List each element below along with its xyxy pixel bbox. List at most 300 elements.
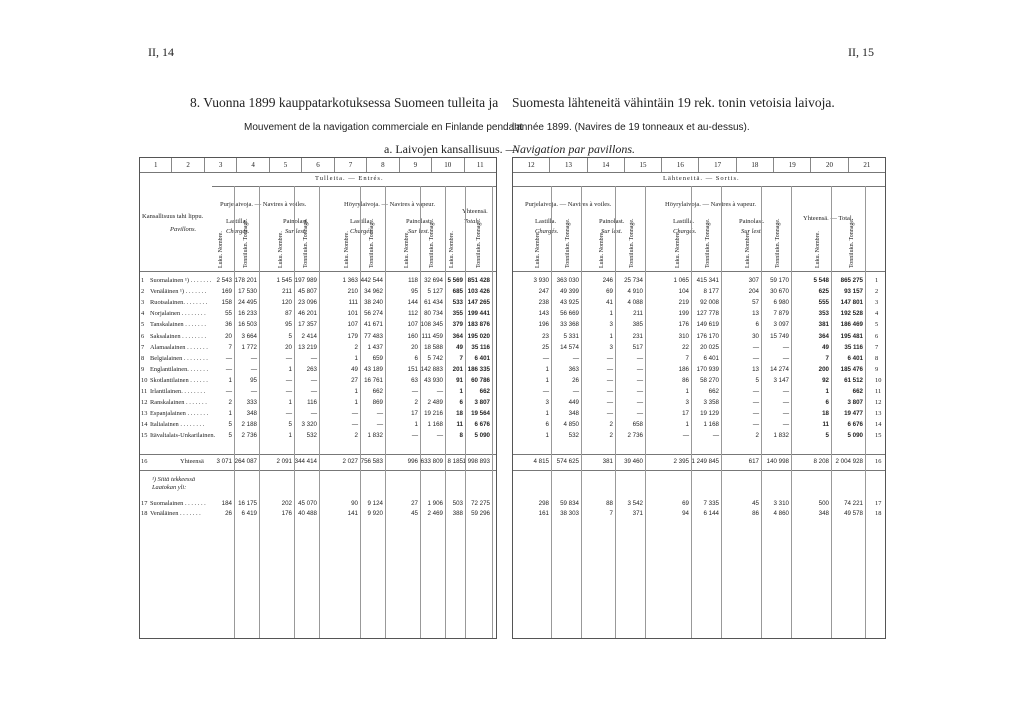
table-cell: 72 275 [471, 499, 490, 507]
table-cell: 86 [752, 510, 759, 517]
table-cell: — [310, 376, 317, 384]
total-rule-bottom [513, 470, 885, 471]
table-cell: 2 469 [427, 510, 443, 517]
right-colnum-15: 15 [625, 158, 662, 172]
table-cell: — [752, 354, 759, 362]
page-number-left: II, 14 [148, 45, 174, 59]
row-number: 4 [141, 310, 145, 318]
table-cell: 1 906 [427, 499, 443, 507]
table-cell: 310 [678, 332, 689, 340]
table-cell: 20 [411, 343, 418, 351]
right-colnum-12: 12 [513, 158, 550, 172]
table-cell: — [285, 388, 292, 395]
table-cell: 1 168 [427, 421, 443, 429]
table-cell: 95 [411, 288, 418, 296]
table-cell: 3 358 [703, 399, 719, 407]
flag-name: Tanskalainen . . . . . . . [150, 321, 206, 329]
table-cell: 20 [285, 343, 292, 351]
table-cell: 45 [752, 499, 759, 507]
table-cell: — [376, 410, 383, 418]
table-cell: — [782, 354, 789, 362]
total-cell: 39 460 [624, 457, 643, 465]
right-colnum-16: 16 [662, 158, 699, 172]
right-table [512, 157, 886, 639]
left-total-header: Yhteensä. [462, 208, 488, 215]
total-rule [513, 454, 885, 455]
table-cell: — [250, 354, 257, 362]
right-sail-header: Purjelaivoja. — Navires à voiles. [525, 201, 612, 208]
flag-header: Kansallisuus tahi lippu. [142, 213, 204, 220]
right-loaded-sail-fr: Chargés. [535, 228, 559, 235]
table-cell: 6 [755, 321, 759, 329]
total-cell: 344 414 [294, 457, 317, 465]
left-ballast-sail-fr: Sur lest. [285, 228, 307, 235]
right-colnum-20: 20 [811, 158, 848, 172]
table-cell: 4 860 [773, 510, 789, 517]
table-cell: 415 341 [696, 277, 719, 284]
row-number: 18 [875, 510, 882, 517]
table-cell: 19 129 [700, 410, 719, 418]
table-cell: 49 399 [560, 288, 579, 296]
table-cell: 2 [228, 399, 232, 407]
table-cell: 1 [609, 332, 613, 340]
table-cell: — [636, 388, 643, 395]
table-cell: 34 962 [364, 288, 383, 296]
table-cell: 211 [282, 288, 292, 296]
left-loaded-steam-fr: Chargés. [350, 228, 374, 235]
table-cell: 6 980 [773, 299, 789, 307]
table-cell: 192 528 [840, 310, 863, 318]
left-colnum-10: 10 [432, 158, 464, 172]
table-cell: 13 [752, 310, 759, 318]
table-cell: 17 357 [298, 321, 317, 329]
table-cell: 1 437 [367, 343, 383, 351]
row-number: 15 [875, 432, 882, 440]
table-cell: 5 [228, 421, 232, 429]
table-cell: 107 [347, 321, 358, 329]
row-number: 2 [875, 288, 879, 296]
table-cell: 4 088 [627, 299, 643, 307]
table-cell: 40 488 [298, 510, 317, 517]
table-cell: 95 [250, 376, 257, 384]
table-cell: 2 [609, 421, 613, 429]
left-total-header-fr: Total. [464, 218, 479, 225]
table-cell: 7 879 [773, 310, 789, 318]
left-colnum-2: 2 [172, 158, 204, 172]
total-cell: 1 249 845 [691, 457, 719, 465]
table-cell: 147 801 [840, 299, 863, 307]
footnote: ¹) Siitä tekkeessä Laatokan yli: [152, 475, 196, 491]
table-cell: 231 [632, 332, 643, 340]
table-cell: — [310, 388, 317, 395]
table-cell: 43 189 [364, 365, 383, 373]
table-cell: — [636, 399, 643, 407]
table-cell: 348 [818, 510, 829, 517]
table-cell: 1 [414, 421, 418, 429]
table-cell: 27 [411, 499, 418, 507]
left-sail-header: Purjelaivoja. — Navires à voiles. [220, 201, 307, 208]
row-number: 17 [875, 499, 882, 507]
table-cell: 381 [818, 321, 829, 329]
table-cell: 3 310 [773, 499, 789, 507]
table-cell: 219 [678, 299, 689, 307]
table-cell: 20 025 [700, 343, 719, 351]
table-cell: 5 [288, 421, 292, 429]
right-count-header: Luku. Nombre. [535, 231, 541, 268]
table-cell: 18 [822, 410, 829, 418]
table-cell: 107 [407, 321, 418, 329]
flag-name: Espanjalainen . . . . . . . [150, 410, 209, 418]
table-cell: 45 070 [298, 499, 317, 507]
table-cell: 91 [456, 376, 463, 384]
table-cell: 59 834 [560, 499, 579, 507]
right-count-header: Luku. Nombre. [675, 231, 681, 268]
table-cell: 2 489 [427, 399, 443, 407]
table-cell: 90 [351, 499, 358, 507]
row-number: 5 [141, 321, 145, 329]
table-cell: 9 124 [367, 499, 383, 507]
column-rule [581, 186, 582, 638]
table-cell: 1 [228, 376, 232, 384]
table-cell: — [782, 388, 789, 395]
right-colnum-21: 21 [863, 161, 871, 169]
column-rule [551, 186, 552, 638]
table-cell: 55 [225, 310, 232, 318]
table-cell: 1 [685, 388, 689, 395]
left-colnum-7: 7 [335, 158, 367, 172]
table-cell: 3 320 [301, 421, 317, 429]
table-cell: 503 [452, 499, 463, 507]
left-tons-header: Tonnilukn. Tonnage. [303, 218, 309, 268]
table-cell: 364 [452, 332, 463, 340]
table-cell: — [682, 432, 689, 440]
table-cell: 23 [542, 332, 549, 340]
right-tons-header: Tonnilukn. Tonnage. [705, 218, 711, 268]
table-cell: 353 [818, 310, 829, 318]
table-cell: — [782, 399, 789, 407]
row-number: 14 [875, 421, 882, 429]
subtitle-left: Mouvement de la navigation commerciale en Finlande pendant [244, 122, 523, 133]
table-cell: 59 170 [770, 277, 789, 284]
table-cell: 144 [407, 299, 418, 307]
column-rule [465, 186, 466, 638]
table-cell: 17 530 [238, 288, 257, 296]
table-cell: 179 [347, 332, 358, 340]
table-cell: — [376, 421, 383, 429]
table-cell: — [752, 410, 759, 418]
total-cell: 381 [602, 457, 613, 465]
table-cell: — [572, 388, 579, 395]
table-cell: 6 676 [474, 421, 490, 429]
right-column-numbers [513, 158, 885, 173]
left-tons-header: Tonnilukn. Tonnage. [476, 218, 482, 268]
table-cell: 18 588 [424, 343, 443, 351]
total-cell: 8 185 [447, 457, 463, 465]
table-cell: — [411, 432, 418, 440]
right-colnum-19: 19 [774, 158, 811, 172]
table-cell: 41 671 [364, 321, 383, 329]
total-cell: 3 071 [216, 457, 232, 465]
table-cell: 5 090 [847, 432, 863, 440]
right-loaded-steam: Lastilla. [673, 218, 695, 225]
row-number: 16 [875, 457, 882, 465]
table-cell: — [351, 421, 358, 429]
table-cell: 355 [452, 310, 463, 318]
total-label: Yhteensä [180, 457, 204, 465]
table-cell: 869 [372, 399, 383, 407]
left-loaded-sail-fr: Chargés. [226, 228, 250, 235]
table-cell: 38 303 [560, 510, 579, 517]
column-rule [645, 186, 646, 638]
table-cell: 80 734 [424, 310, 443, 318]
table-cell: 61 512 [844, 376, 863, 384]
table-cell: 69 [606, 288, 613, 296]
table-cell: 2 [609, 432, 613, 440]
table-cell: 1 065 [673, 277, 689, 284]
total-cell: 633 809 [420, 457, 443, 465]
table-cell: — [606, 354, 613, 362]
table-cell: — [782, 343, 789, 351]
table-cell: — [436, 432, 443, 440]
table-cell: 3 807 [847, 399, 863, 407]
table-cell: 364 [818, 332, 829, 340]
table-cell: 176 [678, 321, 689, 329]
table-cell: — [636, 365, 643, 373]
table-cell: 60 786 [471, 376, 490, 384]
table-cell: 25 [542, 343, 549, 351]
table-cell: 6 401 [474, 354, 490, 362]
table-cell: 5 [825, 432, 829, 440]
table-cell: 200 [818, 365, 829, 373]
left-colnum-6: 6 [302, 158, 334, 172]
right-colnum-13: 13 [550, 158, 587, 172]
left-loaded-steam: Lastilla. [350, 218, 372, 225]
table-cell: 19 477 [844, 410, 863, 418]
table-cell: 176 170 [696, 332, 719, 340]
table-cell: 5 569 [447, 277, 463, 284]
table-cell: 3 [609, 343, 613, 351]
table-cell: 662 [708, 388, 719, 395]
table-cell: 142 883 [420, 365, 443, 373]
table-cell: — [606, 410, 613, 418]
table-cell: 1 [228, 410, 232, 418]
table-cell: 2 736 [627, 432, 643, 440]
table-cell: 63 [411, 376, 418, 384]
table-cell: — [285, 354, 292, 362]
table-cell: 202 [281, 499, 292, 507]
table-cell: 662 [479, 388, 490, 395]
table-cell: 2 736 [241, 432, 257, 440]
right-count-header: Luku. Nombre. [599, 231, 605, 268]
table-cell: 379 [452, 321, 463, 329]
left-count-header: Luku. Nombre. [449, 231, 455, 268]
table-cell: 169 [221, 288, 232, 296]
table-cell: 2 [414, 399, 418, 407]
column-rule [831, 186, 832, 638]
table-cell: 3 [685, 399, 689, 407]
right-ballast-sail: Painolast. [599, 218, 625, 225]
table-cell: 151 [407, 365, 418, 373]
table-cell: 45 807 [298, 288, 317, 296]
table-cell: 533 [452, 299, 463, 307]
total-cell: 1 998 893 [462, 457, 490, 465]
table-cell: 6 [459, 399, 463, 407]
table-cell: 24 495 [238, 299, 257, 307]
row-number: 7 [141, 343, 145, 351]
table-cell: 14 574 [560, 343, 579, 351]
right-loaded-steam-fr: Chargés. [673, 228, 697, 235]
table-cell: 30 [752, 332, 759, 340]
table-cell: 442 544 [360, 277, 383, 284]
table-cell: 7 [609, 510, 613, 517]
table-cell: 1 [354, 388, 358, 395]
table-cell: — [542, 354, 549, 362]
table-cell: 197 989 [294, 277, 317, 284]
table-cell: 1 363 [342, 277, 358, 284]
table-cell: 6 [414, 354, 418, 362]
table-cell: 5 [288, 332, 292, 340]
row-number: 2 [141, 288, 145, 296]
table-cell: 108 345 [420, 321, 443, 329]
right-tons-header: Tonnilukn. Tonnage. [629, 218, 635, 268]
right-ballast-steam-fr: Sur lest. [741, 228, 763, 235]
right-colnum-18: 18 [737, 158, 774, 172]
left-count-header: Luku. Nombre. [404, 231, 410, 268]
table-cell: 111 [348, 299, 358, 307]
column-rule [761, 186, 762, 638]
table-cell: 16 503 [238, 321, 257, 329]
table-cell: — [310, 410, 317, 418]
table-cell: 94 [682, 510, 689, 517]
table-cell: 333 [246, 399, 257, 407]
flag-name: Italialainen . . . . . . . . [150, 421, 205, 429]
left-colnum-3: 3 [205, 158, 237, 172]
column-rule [294, 186, 295, 638]
total-cell: 140 998 [766, 457, 789, 465]
right-count-header: Luku. Nombre. [815, 231, 821, 268]
table-cell: 2 414 [301, 332, 317, 340]
table-cell: 101 [347, 310, 358, 318]
title-right: Suomesta lähteneitä vähintäin 19 rek. tonin vetoisia laivoja. [512, 95, 835, 110]
table-cell: 185 476 [840, 365, 863, 373]
table-cell: 1 [545, 365, 549, 373]
left-tons-header: Tonnilukn. Tonnage. [369, 218, 375, 268]
table-cell: 1 [825, 388, 829, 395]
table-cell: 1 [685, 421, 689, 429]
row-number: 4 [875, 310, 879, 318]
table-cell: 6 [545, 421, 549, 429]
row-number: 6 [875, 332, 879, 340]
row-number: 5 [875, 321, 879, 329]
table-cell: — [436, 388, 443, 395]
table-cell: — [752, 421, 759, 429]
table-cell: 517 [632, 343, 643, 351]
table-cell: 14 274 [770, 365, 789, 373]
table-cell: 19 564 [471, 410, 490, 418]
total-cell: 4 815 [533, 457, 549, 465]
table-cell: 56 669 [560, 310, 579, 318]
table-cell: 3 664 [241, 332, 257, 340]
table-cell: — [225, 388, 232, 395]
right-steam-header: Höyrylaivoja. — Navires à vapeur. [665, 201, 756, 208]
total-rule-bottom [140, 470, 496, 471]
table-cell: 26 [225, 510, 232, 517]
table-cell: 127 778 [696, 310, 719, 318]
table-cell: — [606, 388, 613, 395]
table-cell: 111 459 [421, 332, 443, 340]
column-rule [234, 186, 235, 638]
table-cell: 120 [281, 299, 292, 307]
table-cell: — [782, 421, 789, 429]
section-heading-right: Navigation par pavillons. [512, 142, 635, 156]
table-cell: 18 [456, 410, 463, 418]
right-group-header: Lähteneitä. — Sortis. [663, 175, 740, 182]
table-cell: 1 772 [241, 343, 257, 351]
table-cell: — [712, 432, 719, 440]
column-rule [445, 186, 446, 638]
table-cell: 1 [545, 376, 549, 384]
table-cell: — [636, 376, 643, 384]
table-cell: 371 [632, 510, 643, 517]
total-cell: 8 208 [813, 457, 829, 465]
table-cell: — [636, 410, 643, 418]
row-number: 11 [875, 388, 882, 395]
table-cell: 186 469 [840, 321, 863, 329]
table-cell: 11 [456, 421, 463, 429]
row-number: 10 [875, 376, 882, 384]
table-cell: 112 [408, 310, 418, 318]
table-cell: 247 [538, 288, 549, 296]
right-ballast-sail-fr: Sur lest. [601, 228, 623, 235]
left-colnum-4: 4 [237, 158, 269, 172]
table-cell: — [225, 354, 232, 362]
table-cell: 33 368 [560, 321, 579, 329]
left-colnum-1: 1 [140, 158, 172, 172]
row-number: 13 [875, 410, 882, 418]
table-cell: 30 670 [770, 288, 789, 296]
right-count-header: Luku. Nombre. [745, 231, 751, 268]
table-cell: 176 [281, 510, 292, 517]
flag-name: Itävaltalais-Unkarilainen. [150, 432, 216, 440]
table-cell: 141 [347, 510, 358, 517]
column-rule [385, 186, 386, 638]
table-cell: — [250, 388, 257, 395]
table-cell: 3 930 [533, 277, 549, 284]
table-cell: 1 [459, 388, 463, 395]
table-cell: 22 [682, 343, 689, 351]
table-cell: 307 [748, 277, 759, 284]
table-cell: 625 [818, 288, 829, 296]
table-cell: 363 [568, 365, 579, 373]
table-cell: 161 [538, 510, 549, 517]
left-count-header: Luku. Nombre. [218, 231, 224, 268]
table-cell: 1 168 [703, 421, 719, 429]
table-cell: 43 930 [424, 376, 443, 384]
left-colnum-11: 11 [476, 161, 484, 169]
table-cell: — [572, 354, 579, 362]
table-cell: 7 [685, 354, 689, 362]
title-left: 8. Vuonna 1899 kauppatarkotuksessa Suomeen tulleita ja [190, 95, 499, 110]
table-cell: 385 [632, 321, 643, 329]
column-rule [691, 186, 692, 638]
left-count-header: Luku. Nombre. [344, 231, 350, 268]
table-cell: 348 [568, 410, 579, 418]
table-cell: 26 [572, 376, 579, 384]
total-rule [140, 454, 496, 455]
table-cell: 49 [351, 365, 358, 373]
table-cell: 6 401 [847, 354, 863, 362]
total-cell: 2 395 [673, 457, 689, 465]
